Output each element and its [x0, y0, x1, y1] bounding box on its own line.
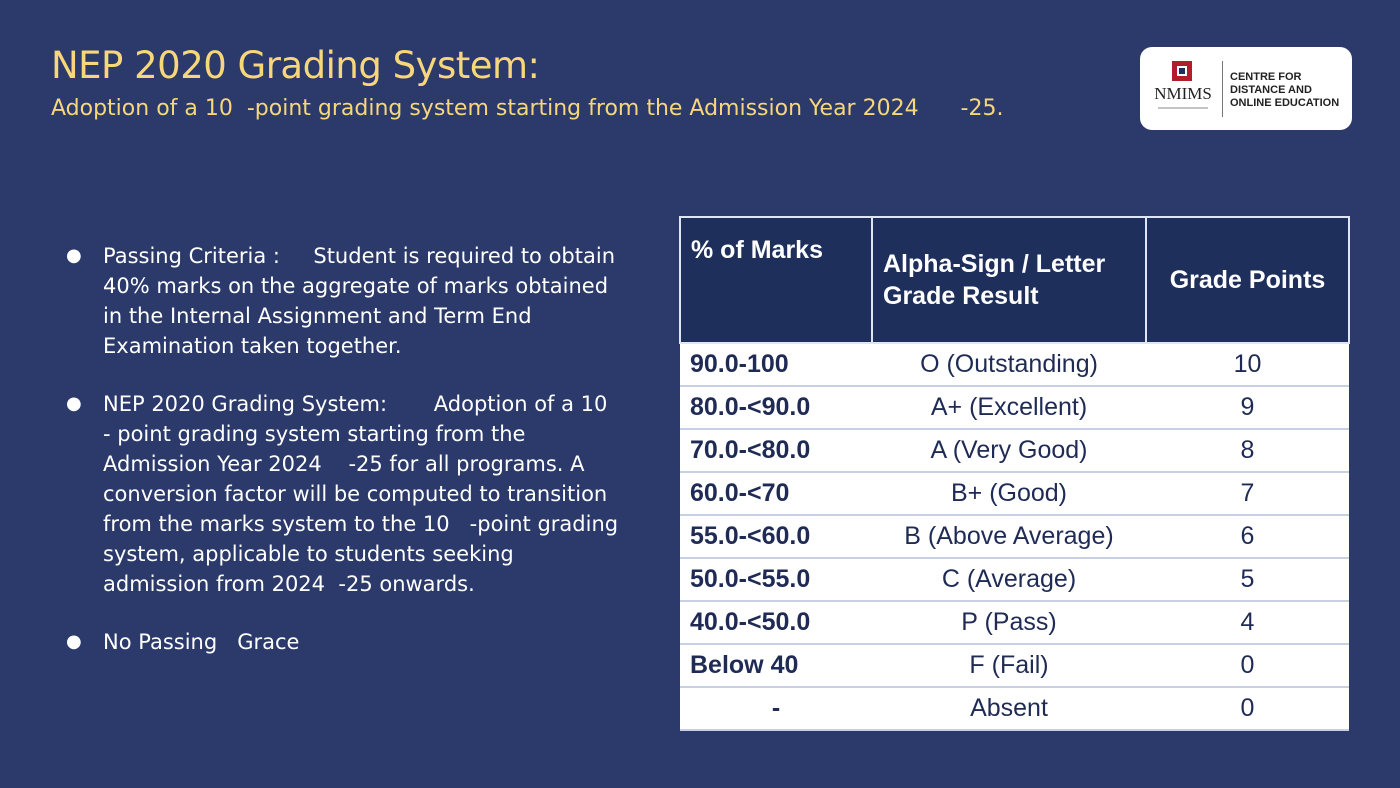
- cell-result: C (Average): [872, 558, 1146, 601]
- table-row: [680, 601, 1349, 644]
- cell-result: O (Outstanding): [872, 343, 1146, 386]
- cell-marks: 90.0-100: [680, 343, 872, 386]
- cell-marks: Below 40: [680, 644, 872, 687]
- logo-text: CENTRE FOR DISTANCE AND ONLINE EDUCATION: [1230, 71, 1340, 109]
- bullet-no-grace: [62, 627, 622, 657]
- cell-points: 6: [1146, 515, 1349, 558]
- cell-result: B (Above Average): [872, 515, 1146, 558]
- nmims-logo-icon: [1152, 59, 1214, 119]
- cell-marks: 80.0-<90.0: [680, 386, 872, 429]
- table-row: [680, 515, 1349, 558]
- bullet-text: NEP 2020 Grading System: Adoption of a 10 - point grading system starting from the Admission Year 2024 -25 for all programs. A conversion factor will be computed to transition from the marks system to the 10 -point grading system, applicable to students seeking admission from 2024 -25 onwards.: [103, 392, 625, 596]
- cell-result: B+ (Good): [872, 472, 1146, 515]
- bullet-dot: ●: [66, 631, 82, 652]
- cell-points: 10: [1146, 343, 1349, 386]
- cell-result: F (Fail): [872, 644, 1146, 687]
- bullet-text: Passing Criteria : Student is required to obtain 40% marks on the aggregate of marks obtained in the Internal Assignment and Term End Examination taken together.: [103, 244, 622, 358]
- cell-points: 7: [1146, 472, 1349, 515]
- cell-points: 0: [1146, 644, 1349, 687]
- bullet-dot: ●: [66, 393, 82, 414]
- table-header-row: [680, 217, 1349, 343]
- cell-result: A (Very Good): [872, 429, 1146, 472]
- cell-result: Absent: [872, 687, 1146, 730]
- table-row: [680, 429, 1349, 472]
- bullet-list: [62, 241, 625, 685]
- cell-points: 8: [1146, 429, 1349, 472]
- grading-table: [679, 216, 1350, 731]
- cell-marks: 40.0-<50.0: [680, 601, 872, 644]
- bullet-grading-system: [62, 389, 625, 599]
- cell-marks: 60.0-<70: [680, 472, 872, 515]
- table-row: [680, 687, 1349, 730]
- bullet-passing-criteria: [62, 241, 622, 361]
- cell-points: 0: [1146, 687, 1349, 730]
- table-row: [680, 343, 1349, 386]
- cell-marks: 55.0-<60.0: [680, 515, 872, 558]
- header-marks: % of Marks: [680, 217, 872, 343]
- slide-title: NEP 2020 Grading System:: [51, 44, 540, 87]
- header-grade-points: Grade Points: [1146, 217, 1349, 343]
- table-row: [680, 472, 1349, 515]
- table-row: [680, 644, 1349, 687]
- table-row: [680, 558, 1349, 601]
- logo-divider: [1222, 61, 1223, 117]
- logo: [1140, 47, 1352, 130]
- slide-subtitle: Adoption of a 10 -point grading system starting from the Admission Year 2024 -25.: [51, 96, 1004, 121]
- cell-points: 5: [1146, 558, 1349, 601]
- cell-marks: 50.0-<55.0: [680, 558, 872, 601]
- cell-marks: -: [680, 687, 872, 730]
- bullet-dot: ●: [66, 245, 82, 266]
- cell-marks: 70.0-<80.0: [680, 429, 872, 472]
- cell-result: P (Pass): [872, 601, 1146, 644]
- table-row: [680, 386, 1349, 429]
- header-letter-grade: Alpha-Sign / Letter Grade Result: [872, 217, 1146, 343]
- logo-brand: NMIMS: [1154, 84, 1212, 103]
- cell-points: 4: [1146, 601, 1349, 644]
- cell-result: A+ (Excellent): [872, 386, 1146, 429]
- bullet-text: No Passing Grace: [103, 630, 300, 654]
- cell-points: 9: [1146, 386, 1349, 429]
